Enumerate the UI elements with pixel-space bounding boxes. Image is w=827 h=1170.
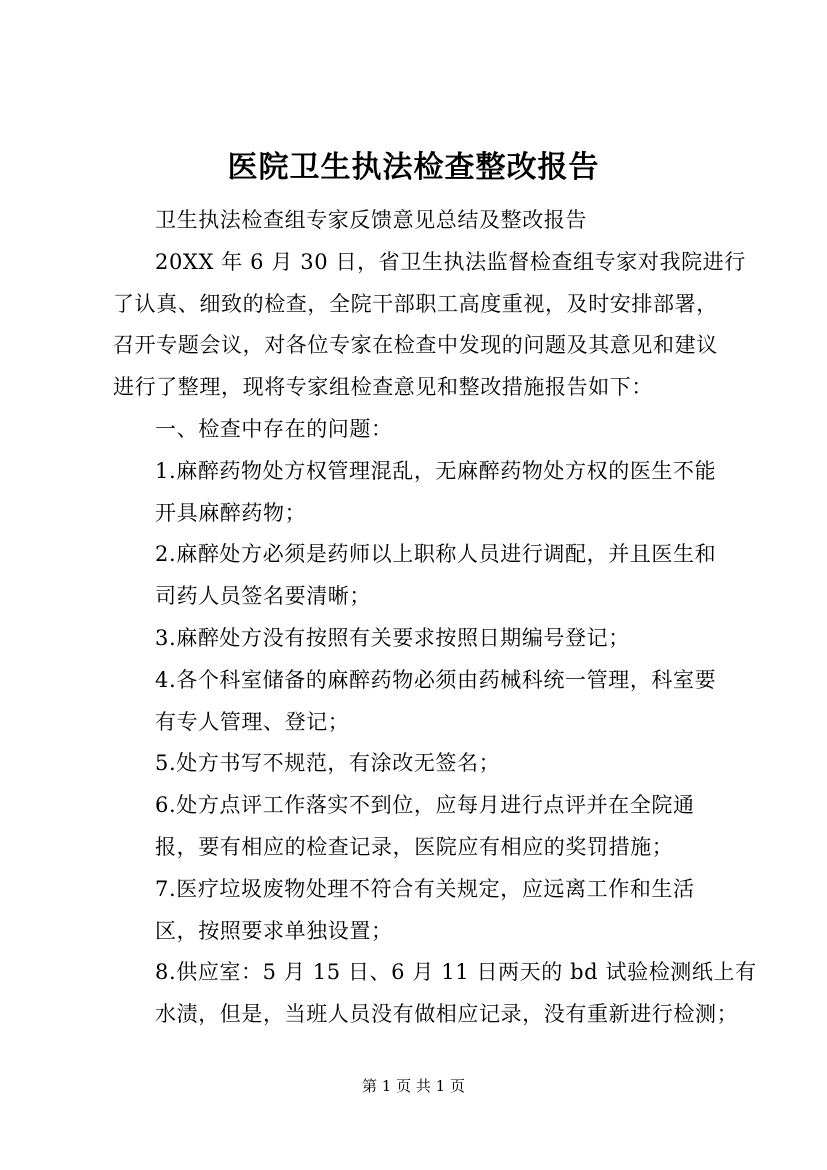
text-line: 开具麻醉药物； bbox=[155, 500, 307, 525]
text-line: 报，要有相应的检查记录，医院应有相应的奖罚措施； bbox=[155, 834, 674, 859]
text-line: 召开专题会议，对各位专家在检查中发现的问题及其意见和建议 bbox=[113, 333, 718, 358]
text-line: 5.处方书写不规范，有涂改无签名； bbox=[155, 751, 501, 776]
text-line: 3.麻醉处方没有按照有关要求按照日期编号登记； bbox=[155, 625, 630, 650]
text-line: 有专人管理、登记； bbox=[155, 709, 350, 734]
text-line: 4.各个科室储备的麻醉药物必须由药械科统一管理，科室要 bbox=[155, 667, 717, 692]
text-line: 6.处方点评工作落实不到位，应每月进行点评并在全院通 bbox=[155, 793, 695, 818]
text-line: 一、检查中存在的问题： bbox=[155, 416, 393, 441]
text-line: 司药人员签名要清晰； bbox=[155, 584, 371, 609]
text-line: 区，按照要求单独设置； bbox=[155, 918, 393, 943]
text-line: 水渍，但是，当班人员没有做相应记录，没有重新进行检测； bbox=[155, 1002, 739, 1027]
text-line: 7.医疗垃圾废物处理不符合有关规定，应远离工作和生活 bbox=[155, 876, 695, 901]
text-line: 20XX 年 6 月 30 日，省卫生执法监督检查组专家对我院进行 bbox=[155, 249, 746, 274]
text-line: 2.麻醉处方必须是药师以上职称人员进行调配，并且医生和 bbox=[155, 542, 717, 567]
text-line: 卫生执法检查组专家反馈意见总结及整改报告 bbox=[155, 208, 587, 232]
page-title: 医院卫生执法检查整改报告 bbox=[227, 150, 600, 185]
text-line: 了认真、细致的检查，全院干部职工高度重视，及时安排部署， bbox=[113, 291, 718, 316]
text-line: 8.供应室：5 月 15 日、6 月 11 日两天的 bd 试验检测纸上有 bbox=[155, 960, 757, 985]
document-body bbox=[113, 200, 757, 1036]
text-line: 1.麻醉药物处方权管理混乱，无麻醉药物处方权的医生不能 bbox=[155, 458, 717, 483]
page-footer: 第 1 页 共 1 页 bbox=[362, 1077, 465, 1095]
text-line: 进行了整理，现将专家组检查意见和整改措施报告如下： bbox=[113, 375, 653, 400]
